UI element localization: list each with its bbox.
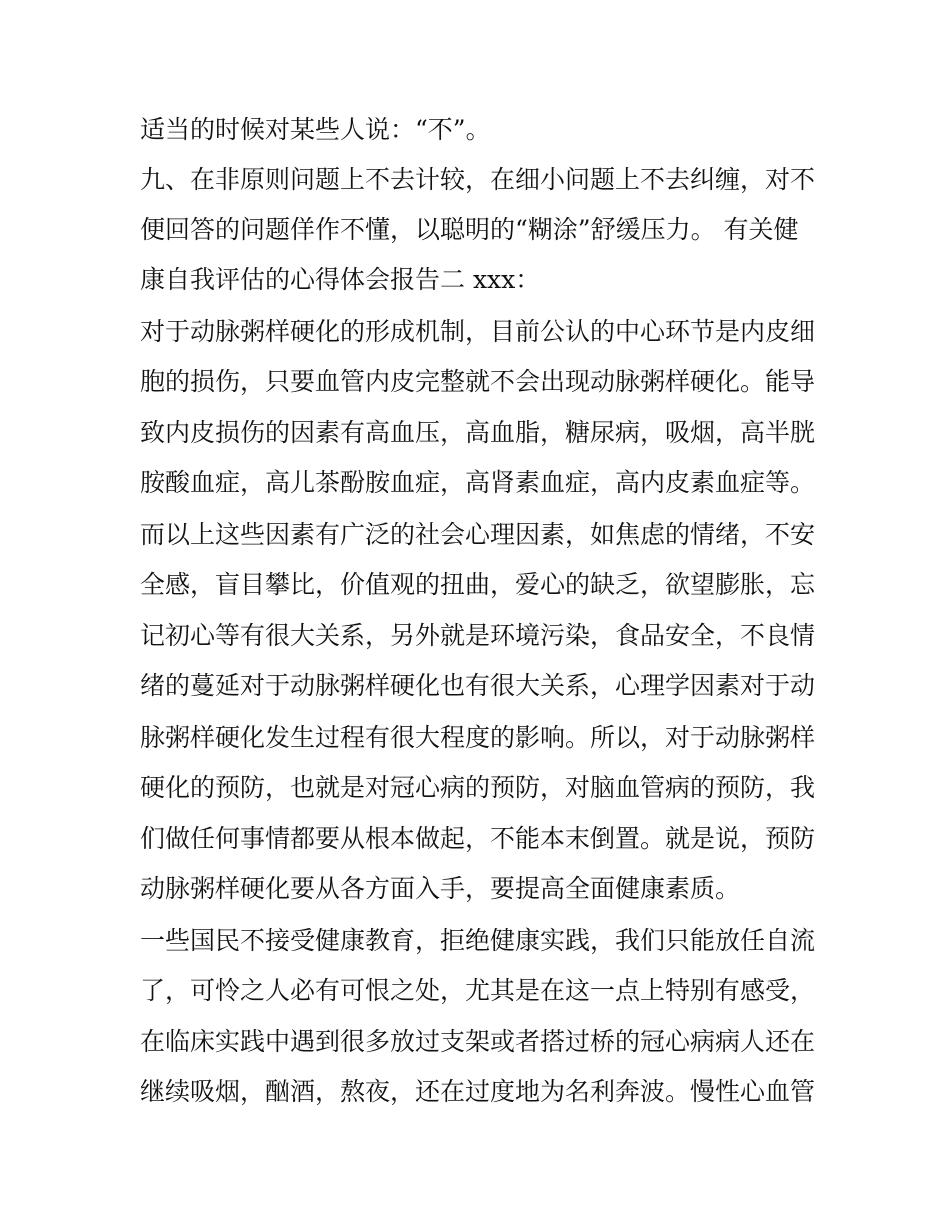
text-line: 全感，盲目攀比，价值观的扭曲，爱心的缺乏，欲望膨胀，忘	[140, 570, 816, 599]
text-line: 一些国民不接受健康教育，拒绝健康实践，我们只能放任自流	[140, 926, 816, 955]
text-line: 适当的时候对某些人说：“不”。	[140, 115, 491, 144]
text-line: 们做任何事情都要从根本做起，不能本末倒置。就是说，预防	[140, 824, 816, 853]
text-line: 便回答的问题佯作不懂，以聪明的“糊涂”舒缓压力。 有关健	[140, 215, 799, 244]
text-line: 脉粥样硬化发生过程有很大程度的影响。所以，对于动脉粥样	[140, 723, 816, 752]
text-line: 记初心等有很大关系，另外就是环境污染，食品安全，不良情	[140, 621, 816, 650]
text-line: 硬化的预防，也就是对冠心病的预防，对脑血管病的预防，我	[140, 773, 816, 802]
text-line: 九、在非原则问题上不去计较，在细小问题上不去纠缠，对不	[140, 165, 816, 194]
text-line: 胺酸血症，高儿茶酚胺血症，高肾素血症，高内皮素血症等。	[140, 468, 816, 497]
text-line: 继续吸烟，酗酒，熬夜，还在过度地为名利奔波。慢性心血管	[140, 1077, 816, 1106]
text-line: 动脉粥样硬化要从各方面入手，要提高全面健康素质。	[140, 874, 741, 903]
text-line: 而以上这些因素有广泛的社会心理因素，如焦虑的情绪，不安	[140, 520, 816, 549]
text-line: 对于动脉粥样硬化的形成机制，目前公认的中心环节是内皮细	[140, 317, 816, 346]
text-line: 在临床实践中遇到很多放过支架或者搭过桥的冠心病病人还在	[140, 1027, 816, 1056]
text-line: 胞的损伤，只要血管内皮完整就不会出现动脉粥样硬化。能导	[140, 367, 816, 396]
text-line: 了，可怜之人必有可恨之处，尤其是在这一点上特别有感受，	[140, 976, 816, 1005]
text-line: 康自我评估的心得体会报告二 xxx：	[140, 265, 541, 294]
text-line: 绪的蔓延对于动脉粥样硬化也有很大关系，心理学因素对于动	[140, 671, 816, 700]
text-line: 致内皮损伤的因素有高血压，高血脂，糖尿病，吸烟，高半胱	[140, 418, 816, 447]
